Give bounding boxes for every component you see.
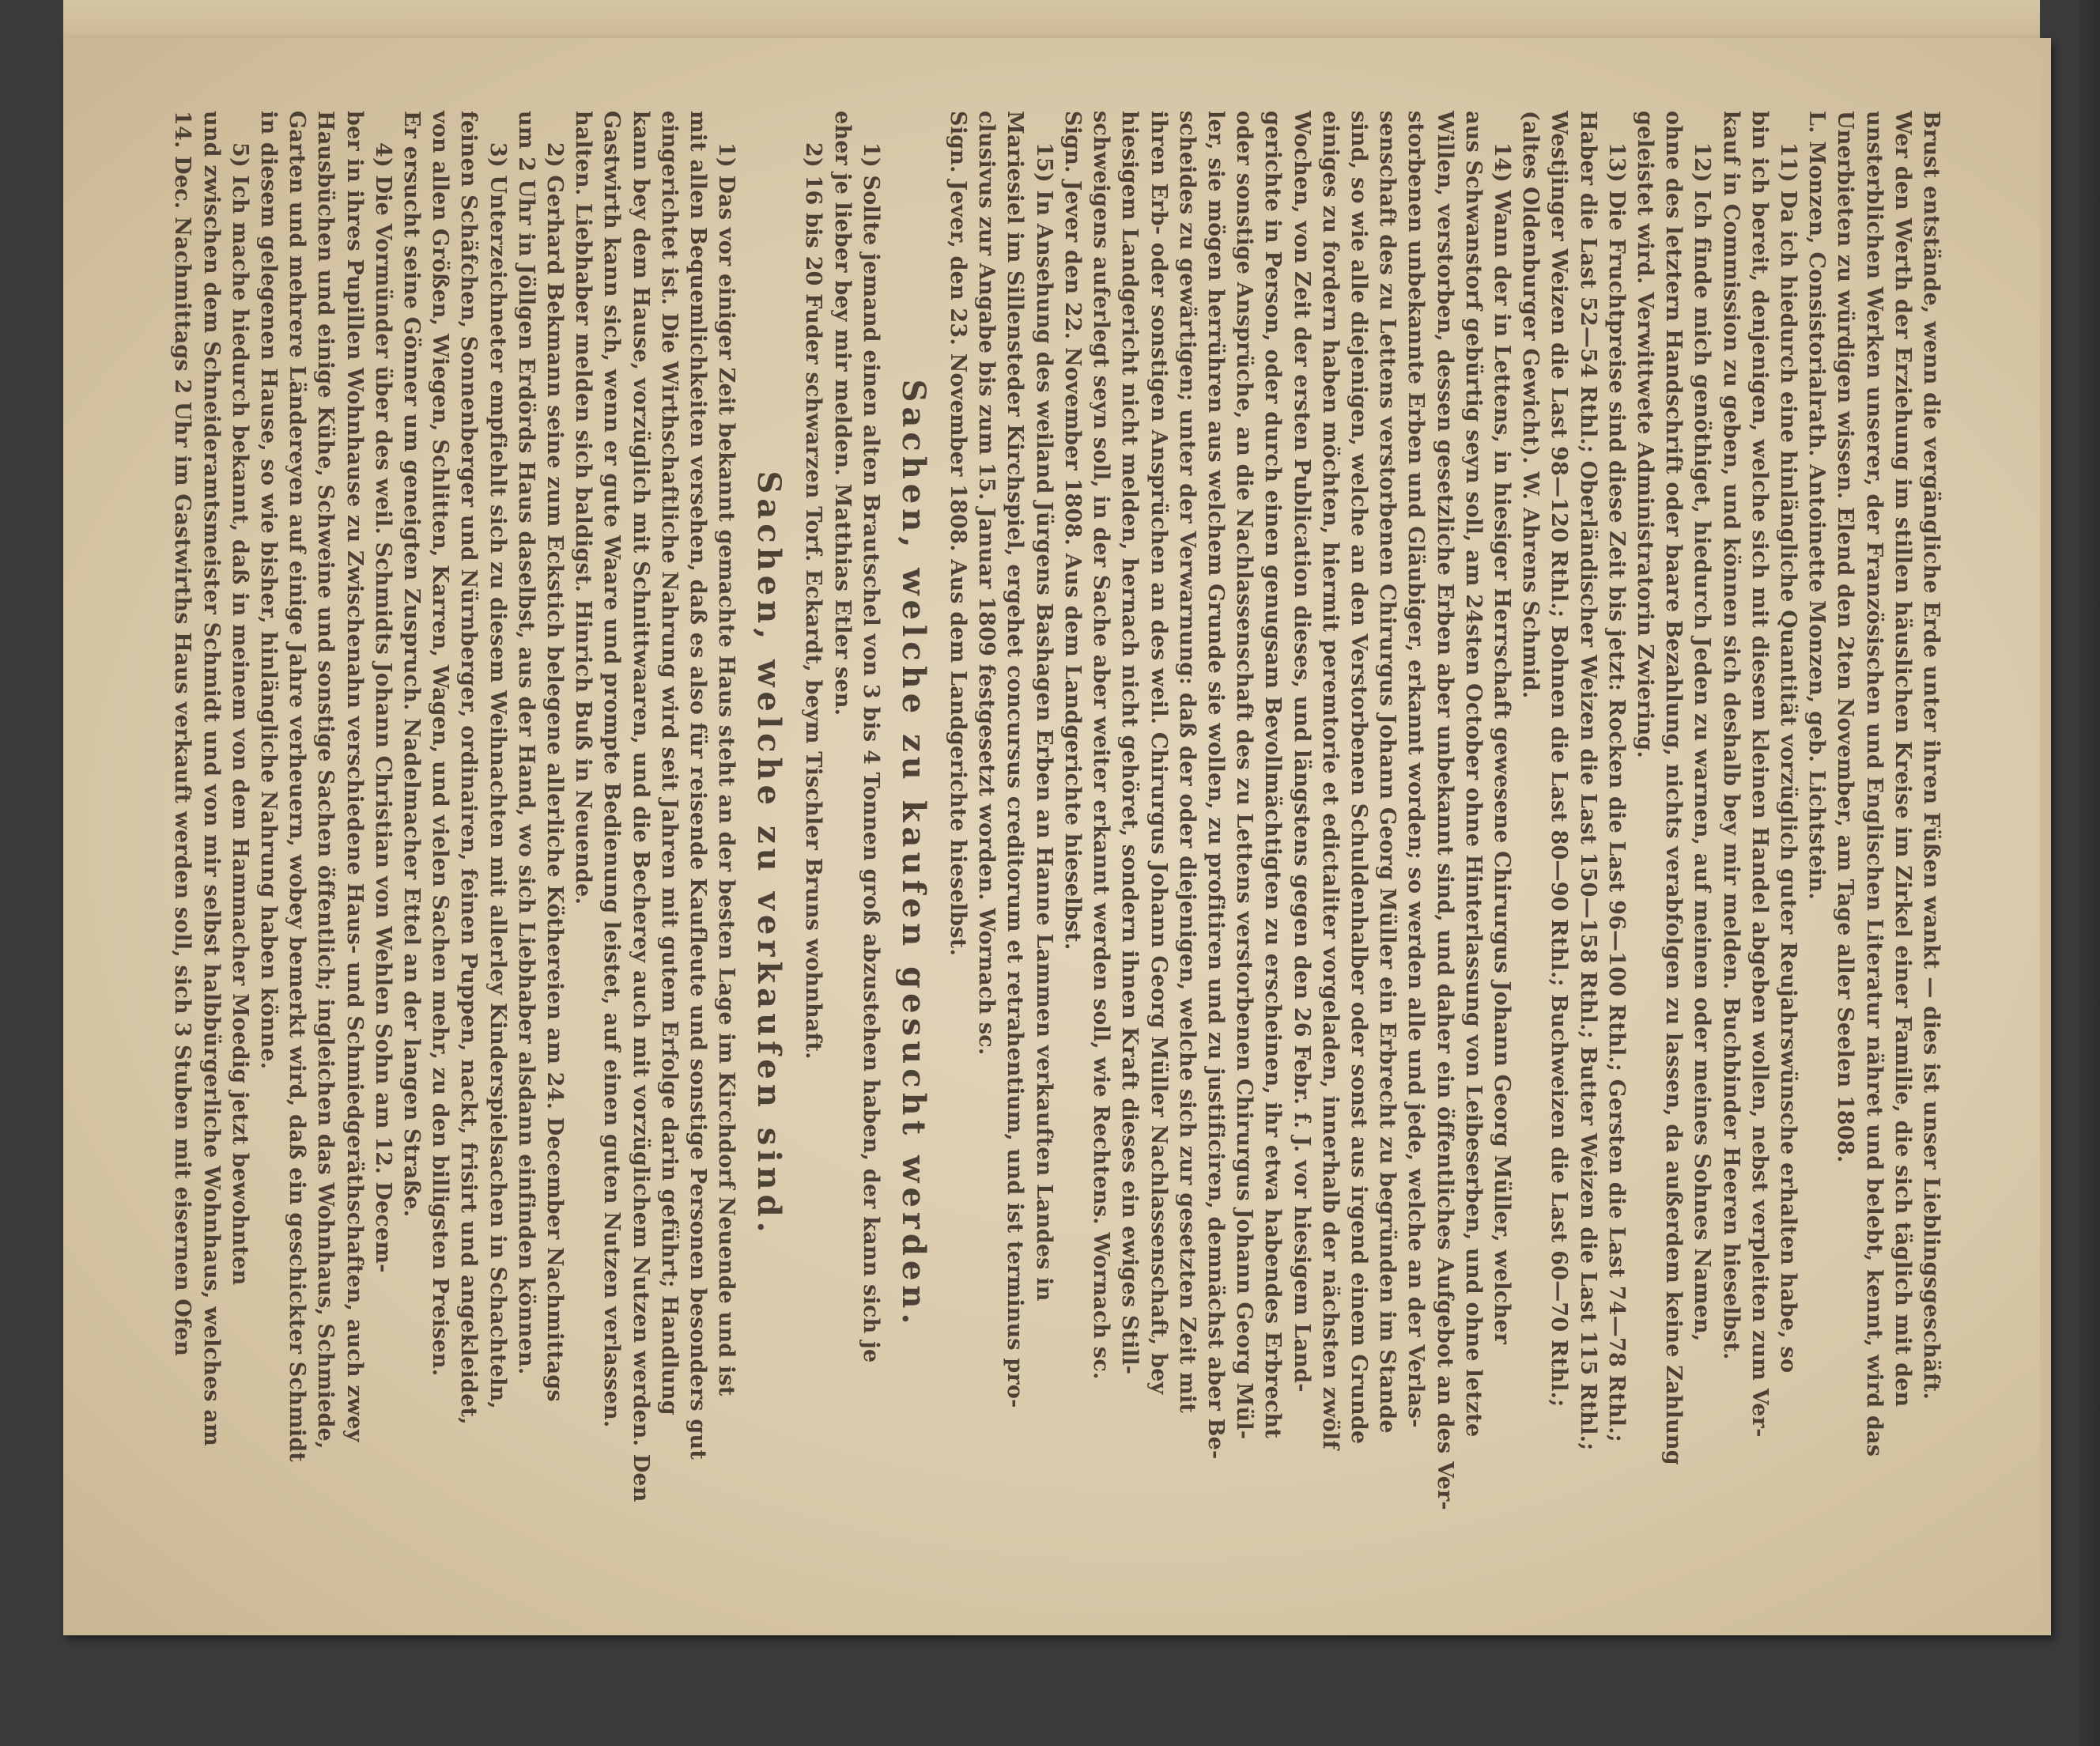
text-line: schweigens auferlegt seyn soll, in der Sache aber weiter erkannt werden soll, wie Rechtens. Wornach sc. (1089, 111, 1114, 1380)
text-line: 15) In Ansehung des weiland Jürgens Bashagen Erben an Hanne Lammen verkauften Landes in (1031, 142, 1056, 1302)
text-line: 4) Die Vormünder über des weil. Schmidts Johann Christian von Wehlen Sohn am 12. Decem- (370, 142, 395, 1273)
text-line: 5) Ich mache hiedurch bekannt, daß in meinem von dem Hammacher Moedig jetzt bewohnten (227, 142, 252, 1286)
text-line: 2) Gerhard Bekmann seine zum Eckstich belegene allerliche Köthereien am 24. December Nachmittags (542, 142, 568, 1402)
text-line: von allen Größen, Wiegen, Schlitten, Karren, Wagen, und vielen Sachen mehr, zu den billigsten Preisen. (428, 111, 453, 1377)
announcements-section (943, 111, 1945, 1597)
text-line: (altes Oldenburger Gewicht). W. Ahrens Schmid. (1518, 111, 1543, 699)
text-line: ihren Erb- oder sonstigen Ansprüchen an des weil. Chirurgus Johann Georg Müller Nachlassenschaft, bey (1146, 111, 1171, 1395)
text-line: sind, so wie alle diejenigen, welche an den Verstorbenen Schuldenhalber oder sonst aus irgend einem Grunde (1346, 111, 1371, 1445)
text-line: geleistet wird. Verwittwete Administratorin Zwiering. (1632, 111, 1657, 758)
printed-text-block (170, 111, 1945, 1597)
text-line: Wer den Werth der Erziehung im stillen häuslichen Kreise im Zirkel einer Familie, die sich täglich mit den (1890, 111, 1915, 1408)
text-line: Sign. Jever, den 23. November 1808. Aus dem Landgerichte hieselbst. (946, 111, 971, 957)
text-line: storbenen unbekannte Erben und Gläubiger, erkannt worden; so werden alle und jede, welche an der Verlas- (1403, 111, 1429, 1428)
text-line: ber in ihres Pupillen Wohnhause zu Zwischenahn verschiedene Haus- und Schmiedgeräthschaften, auch zwey (342, 111, 367, 1442)
page-top-edge (63, 0, 2040, 40)
text-line: 11) Da ich hiedurch eine hinlängliche Quantität vorzüglich guter Reujahrswünsche erhalten habe, so (1775, 142, 1800, 1374)
text-line: 13) Die Fruchtpreise sind diese Zeit bis jetzt: Rocken die Last 96—100 Rthl.; Gersten die Last 74—78 Rthl.; (1603, 142, 1629, 1442)
text-line: Brust entstände, wenn die vergängliche Erde unter ihren Füßen wankt — dies ist unser Lieblingsgeschäft. (1919, 111, 1943, 1400)
text-line: halten. Liebhaber melden sich baldigst. Hinrich Buß in Neuende. (571, 111, 596, 905)
text-line: Willen, verstorben, dessen gesetzliche Erben aber unbekannt sind, und daher ein öffentliches Aufgebot an des Ver- (1432, 111, 1457, 1510)
text-line: Gastwirth kann sich, wenn er gute Waare und prompte Bedienung leistet, auf einen guten Nutzen verlassen. (599, 111, 625, 1428)
text-line: 14. Dec. Nachmittags 2 Uhr im Gastwirths Haus verkauft werden soll, sich 3 Stuben mit eisernen Ofen (170, 111, 195, 1357)
text-line: bin ich bereit, denjenigen, welche sich mit diesem kleinen Handel abgeben wollen, nebst verpleiten zum Ver- (1747, 111, 1772, 1438)
text-line: Garten und mehrere Ländereyen auf einige Jahre verheuern, wobey bemerkt wird, daß ein geschickter Schmidt (285, 111, 310, 1462)
text-line: eher je lieber bey mir melden. Matthias Etler sen. (829, 111, 855, 716)
text-line: clusivus zur Angabe bis zum 15. Januar 1809 festgesetzt worden. Wornach sc. (974, 111, 999, 1056)
text-line: aus Schwanstorf gebürtig seyn soll, am 24sten October ohne Hinterlassung von Leibeserben, und ohne letzte (1460, 111, 1486, 1438)
text-line: Westjinger Weizen die Last 98—120 Rthl.; Bohnen die Last 80—90 Rthl.; Buchweizen die Last 60—70 Rthl.; (1547, 111, 1572, 1408)
text-line: Unerbieten zu würdigen wissen. Elend den 2ten November, am Tage aller Seelen 1808. (1833, 111, 1858, 1163)
text-line: 3) Unterzeichneter empfiehlt sich zu diesem Weihnachten mit allerley Kinderspielsachen in Schachteln, (485, 142, 510, 1409)
text-line: Sign. Jever den 22. November 1808. Aus dem Landgerichte hieselbst. (1059, 111, 1085, 950)
text-line: feinen Schäfchen, Sonnenberger und Nürnberger, ordinairen, feinen Puppen, nackt, frisirt und angekleidet, (456, 111, 482, 1425)
text-line: L. Monzen, Consistorialrath. Antoinette Monzen, geb. Lichtstein. (1804, 111, 1830, 900)
text-line: kann bey dem Hause, vorzüglich mit Schnittwaaren, und die Becherey auch mit vorzüglichem Nutzen werden. Den (628, 111, 653, 1502)
text-line: ler, sie mögen herrühren aus welchem Grunde sie wollen, zu profitiren und zu justificiren, demnächst aber Be- (1203, 111, 1228, 1460)
heading-for-sale: Sachen, welche zu verkaufen sind. (750, 471, 788, 1238)
text-line: Wochen, von Zeit der ersten Publication dieses, und längstens gegen den 26 Febr. f. J. vor hiesigem Land- (1289, 111, 1314, 1393)
rotated-text-frame (170, 111, 1945, 1597)
text-line: Er ersucht seine Gönner um geneigten Zuspruch. Nadelmacher Ettel an der langen Straße. (399, 111, 425, 1218)
text-line: 1) Sollte jemand einen alten Brautschel von 3 bis 4 Tonnen groß abzustehen haben, der kann sich je (858, 142, 883, 1363)
text-line: senschaft des zu Lettens verstorbenen Chirurgus Johann Georg Müller ein Erbrecht zu begründen im Stande (1375, 111, 1400, 1434)
text-line: eingerichtet ist. Die Wirthschaftliche Nahrung wird seit Jahren mit gutem Erfolge darin geführt; Handlung (656, 111, 682, 1415)
text-line: gerichte in Person, oder durch einen genugsam Bevollmächtigten zu erscheinen, ihr etwa habendes Erbrecht (1260, 111, 1286, 1439)
wanted-section (799, 111, 885, 1597)
heading-wanted: Sachen, welche zu kaufen gesucht werden. (894, 379, 932, 1329)
text-line: unsterblichen Werken unserer, der Französischen und Englischen Literatur nähret und belebt, kennt, wird das (1861, 111, 1887, 1457)
text-line: Hausbüchen und einige Kühe, Schweine und sonstige Sachen öffentlich; ingleichen das Wohnhaus, Schmiede, (313, 111, 338, 1449)
text-line: mit allen Bequemlichkeiten versehen, daß es also für reisende Kaufleute und sonstige Personen besonders gut (686, 111, 711, 1460)
text-line: kauf in Commission zu geben, und können sich deshalb bey mir melden. Buchbinder Heeren hieselbst. (1718, 111, 1743, 1360)
text-line: in diesem gelegenen Hause, so wie bisher, hinlängliche Nahrung haben könne. (256, 111, 281, 1070)
text-line: um 2 Uhr in Jöllgen Erdörds Haus daselbst, aus der Hand, wo sich Liebhaber alsdann einfinden können. (513, 111, 538, 1375)
text-line: 14) Wann der in Lettens, in hiesiger Herrschaft gewesene Chirurgus Johann Georg Müller, welcher (1489, 142, 1514, 1345)
text-line: einiges zu fordern haben möchten, hiermit peremtorie et edictaliter vorgeladen, innerhalb der nächsten zwölf (1317, 111, 1343, 1450)
text-line: 12) Ich finde mich genöthiget, hiedurch Jeden zu warnen, auf meinen oder meines Sohnes Namen, (1690, 142, 1715, 1342)
text-line: hiesigem Landgericht nicht melden, hernach nicht gehöret, sondern ihnen Kraft dieses ein ewiges Still- (1117, 111, 1143, 1375)
for-sale-section (168, 111, 740, 1597)
text-line: 1) Das vor einiger Zeit bekannt gemachte Haus steht an der besten Lage im Kirchdorf Neuende und ist (714, 142, 739, 1396)
text-line: Mariesiel im Sillensteder Kirchspiel, ergehet concursus creditorum et retrahentium, und ist terminus pro- (1003, 111, 1028, 1408)
text-line: ohne des letztern Handschrift oder baare Bezahlung, nichts verabfolgen zu lassen, da außerdem keine Zahlung (1661, 111, 1686, 1465)
text-line: oder sonstige Ansprüche, an die Nachlassenschaft des zu Lettens verstorbenen Chirurgus Johann Georg Mül- (1232, 111, 1257, 1440)
text-line: und zwischen dem Schneideramtsmeister Schmidt und von mir selbst halbbürgerliche Wohnhaus, welches am (198, 111, 224, 1446)
text-line: scheides zu gewärtigen; unter der Verwarnung: daß der oder diejenigen, welche sich zur gesetzten Zeit mit (1174, 111, 1199, 1414)
text-line: 2) 16 bis 20 Fuder schwarzen Torf. Eckardt, beym Tischler Bruns wohnhaft. (801, 142, 826, 1060)
text-line: Haber die Last 52—54 Rthl.; Oberländischer Weizen die Last 150—158 Rthl.; Butter Weizen die Last 115 Rthl.; (1575, 111, 1600, 1451)
